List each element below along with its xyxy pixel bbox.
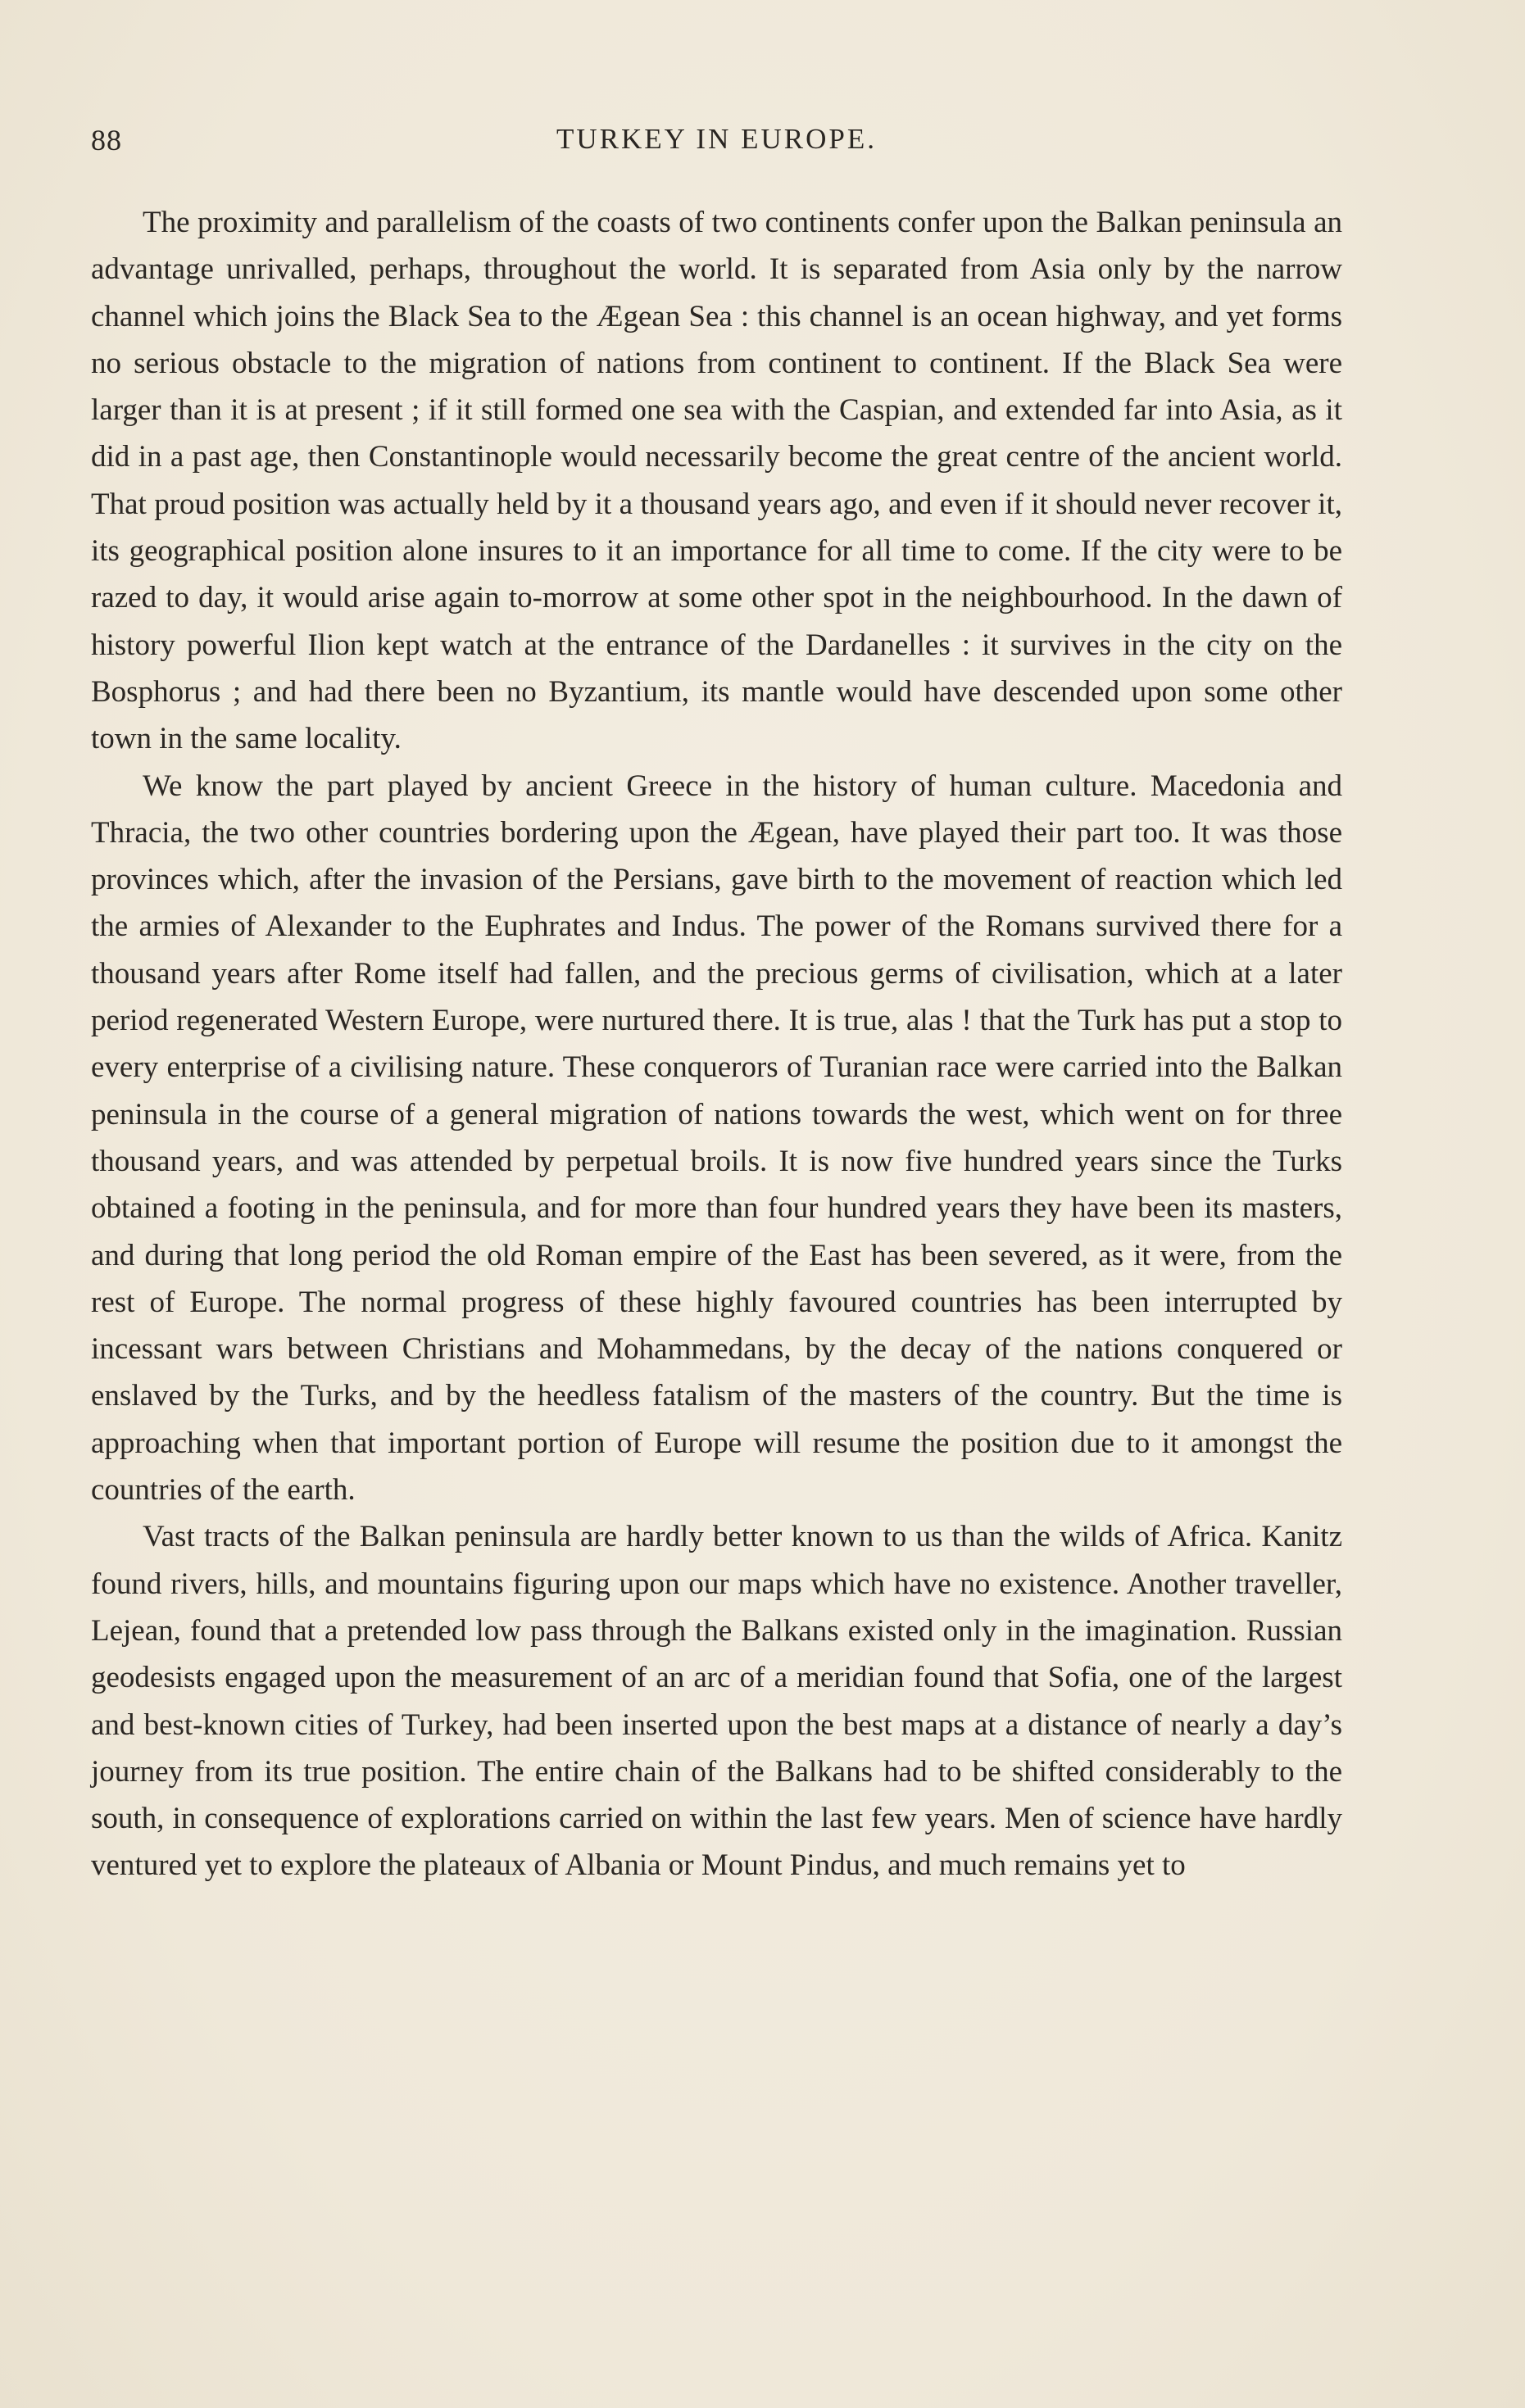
paragraph: The proximity and parallelism of the coasts of two continents confer upon the Balkan peninsula an advantage unrivalled, perhaps, throughout the world. It is separated from Asia only by the narrow channel which joins the Black Sea to the Ægean Sea : this channel is an ocean highway, and yet forms no serious obstacle to the migration of nations from continent to continent. If the Black Sea were larger than it is at present ; if it still formed one sea with the Caspian, and extended far into Asia, as it did in a past age, then Constantinople would necessarily become the great centre of the ancient world. That proud position was actually held by it a thousand years ago, and even if it should never recover it, its geographical position alone insures to it an importance for all time to come. If the city were to be razed to day, it would arise again to-morrow at some other spot in the neighbourhood. In the dawn of history powerful Ilion kept watch at the entrance of the Dardanelles : it survives in the city on the Bosphorus ; and had there been no Byzantium, its mantle would have descended upon some other town in the same locality. bbox=[91, 206, 1342, 756]
paragraph: Vast tracts of the Balkan peninsula are hardly better known to us than the wilds of Africa. Kanitz found rivers, hills, and mountains figuring upon our maps which have no existence. Another traveller, Lejean, found that a pretended low pass through the Balkans existed only in the imagination. Russian geodesists engaged upon the measurement of an arc of a meridian found that Sofia, one of the largest and best-known cities of Turkey, had been inserted upon the best maps at a distance of nearly a day’s journey from its true position. The entire chain of the Balkans had to be shifted considerably to the south, in consequence of explorations carried on within the last few years. Men of science have hardly ventured yet to explore the plateaux of Albania or Mount Pindus, and much remains yet to bbox=[91, 1520, 1342, 1883]
body-text bbox=[91, 199, 1342, 1889]
page-header bbox=[91, 123, 1342, 172]
running-title: TURKEY IN EUROPE. bbox=[556, 123, 877, 155]
paragraph: We know the part played by ancient Greece in the history of human culture. Macedonia and Thracia, the two other countries bordering upon the Ægean, have played their part too. It was those provinces which, after the invasion of the Persians, gave birth to the movement of reaction which led the armies of Alexander to the Euphrates and Indus. The power of the Romans survived there for a thousand years after Rome itself had fallen, and the precious germs of civilisation, which at a later period regenerated Western Europe, were nurtured there. It is true, alas ! that the Turk has put a stop to every enterprise of a civilising nature. These conquerors of Turanian race were carried into the Balkan peninsula in the course of a general migration of nations towards the west, which went on for three thousand years, and was attended by perpetual broils. It is now five hundred years since the Turks obtained a footing in the peninsula, and for more than four hundred years they have been its masters, and during that long period the old Roman empire of the East has been severed, as it were, from the rest of Europe. The normal progress of these highly favoured countries has been interrupted by incessant wars between Christians and Mohammedans, by the decay of the nations conquered or enslaved by the Turks, and by the heedless fatalism of the masters of the country. But the time is approaching when that important portion of Europe will resume the position due to it amongst the countries of the earth. bbox=[91, 769, 1342, 1508]
page-number: 88 bbox=[91, 124, 122, 156]
